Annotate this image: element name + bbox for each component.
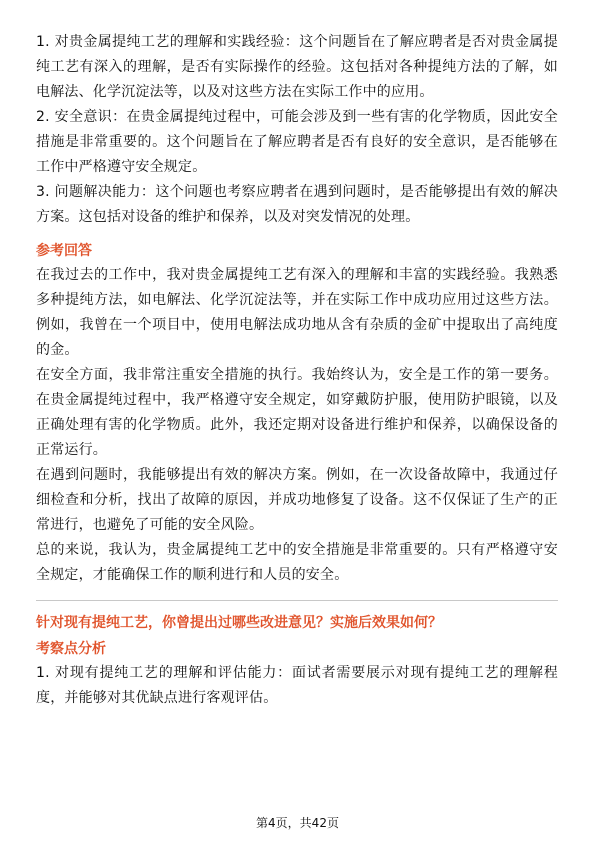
intro-point-3: 3. 问题解决能力：这个问题也考察应聘者在遇到问题时，是否能够提出有效的解决方案。这包括对设备的维护和保养，以及对突发情况的处理。 bbox=[36, 184, 558, 225]
answer-paragraph-2: 在安全方面，我非常注重安全措施的执行。我始终认为，安全是工作的第一要务。在贵金属提纯过程中，我严格遵守安全规定，如穿戴防护服，使用防护眼镜，以及正确处理有害的化学物质。此外，我还定期对设备进行维护和保养，以确保设备的正常运行。 bbox=[36, 367, 558, 458]
answer-paragraph-3: 在遇到问题时，我能够提出有效的解决方案。例如，在一次设备故障中，我通过仔细检查和分析，找出了故障的原因，并成功地修复了设备。这不仅保证了生产的正常进行，也避免了可能的安全风险。 bbox=[36, 467, 558, 533]
section-divider bbox=[36, 600, 558, 601]
intro-point-1: 1. 对贵金属提纯工艺的理解和实践经验：这个问题旨在了解应聘者是否对贵金属提纯工艺有深入的理解，是否有实际操作的经验。这包括对各种提纯方法的了解，如电解法、化学沉淀法等，以及对这些方法在实际工作中的应用。 bbox=[36, 34, 558, 100]
answer-paragraph-4: 总的来说，我认为，贵金属提纯工艺中的安全措施是非常重要的。只有严格遵守安全规定，才能确保工作的顺利进行和人员的安全。 bbox=[36, 542, 558, 583]
analysis-point-1: 1. 对现有提纯工艺的理解和评估能力：面试者需要展示对现有提纯工艺的理解程度，并能够对其优缺点进行客观评估。 bbox=[36, 665, 558, 706]
page-footer: 第4页，共42页 bbox=[256, 816, 339, 830]
answer-paragraph-1: 在我过去的工作中，我对贵金属提纯工艺有深入的理解和丰富的实践经验。我熟悉多种提纯方法，如电解法、化学沉淀法等，并在实际工作中成功应用过这些方法。例如，我曾在一个项目中，使用电解法成功地从含有杂质的金矿中提取出了高纯度的金。 bbox=[36, 267, 558, 358]
analysis-heading: 考察点分析 bbox=[36, 641, 106, 657]
answer-heading: 参考回答 bbox=[36, 243, 92, 259]
question-title: 针对现有提纯工艺，你曾提出过哪些改进意见？实施后效果如何？ bbox=[36, 615, 442, 631]
page-content bbox=[36, 30, 558, 711]
intro-point-2: 2. 安全意识：在贵金属提纯过程中，可能会涉及到一些有害的化学物质，因此安全措施是非常重要的。这个问题旨在了解应聘者是否有良好的安全意识，是否能够在工作中严格遵守安全规定。 bbox=[36, 109, 558, 175]
